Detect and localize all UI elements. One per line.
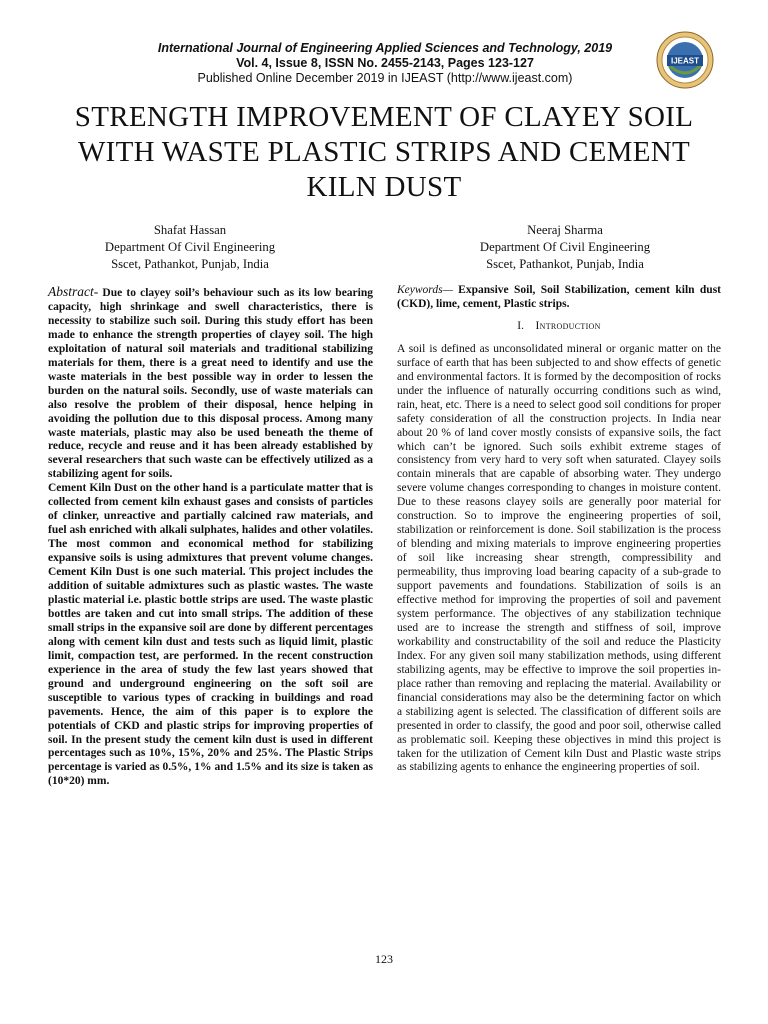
abstract-paragraph-1 <box>48 285 373 482</box>
author-name: Shafat Hassan <box>153 223 227 237</box>
logo-text: IJEAST <box>670 56 700 66</box>
left-column <box>48 285 373 789</box>
ijeast-logo <box>656 31 714 89</box>
introduction-paragraph: A soil is defined as unconsolidated mineral or organic matter on the surface of earth that has been subjected to and show effects of genetic and environmental factors. It is formed by the decomposition of rocks under the influence of naturally occurring conditions such as wind, rain, heat, etc. There is a need to select good soil conditions for proper safety consideration of all the construction projects. In India near about 20 % of land cover mostly consists of expansive soils, the fact which can’t be ignored. Such soils exhibit extreme stages of consistency from very hard to very soft when saturated. Clayey soils contain minerals that are capable of absorbing water. They undergo severe volume changes corresponding to changes in moisture content. Due to these reasons clayey soils are generally poor material for construction. So to improve the engineering properties of soil, stabilization or reinforcement is done. Soil stabilization is the process of blending and mixing materials to improve engineering properties of soil like increasing shear strength, compressibility and permeability, thus improving load bearing capacity of a sub-grade to support pavements and foundations. Stabilization of soils is an effective method for improving the properties of soil and pavement system performance. The objectives of any stabilization technique used are to increase the strength and stiffness of soil, improve workability and constructability of the soil and reduce the Plasticity Index. For any given soil many stabilization methods, using different stabilizing agents, may be effective to improve the soil properties in-place rather than removing and replacing the material. Availability or financial considerations may also be the determining factor on which a stabilizing agent is selected. The classification of different soils are presented in order to classify, the good and poor soil, otherwise called as problematic soil. Keeping these objectives in mind this project is taken for the utilization of Cement kiln Dust and Plastic waste strips as stabilizing agents to enhance the engineering properties of soil. <box>397 342 721 774</box>
title-line-3: KILN DUST <box>306 171 462 203</box>
paper-title <box>40 100 728 205</box>
journal-name: International Journal of Engineering Applied Sciences and Technology, 2019 <box>157 41 613 55</box>
journal-volume: Vol. 4, Issue 8, ISSN No. 2455-2143, Pages 123-127 <box>236 56 534 70</box>
author-affiliation: Sscet, Pathankot, Punjab, India <box>486 257 644 271</box>
keywords-text: Expansive Soil, Soil Stabilization, cement kiln dust (CKD), lime, cement, Plastic strips. <box>397 284 721 310</box>
page-number: 123 <box>375 952 393 966</box>
author-department: Department Of Civil Engineering <box>479 240 651 254</box>
keywords-heading: Keywords— <box>397 284 453 296</box>
journal-published: Published Online December 2019 in IJEAST (http://www.ijeast.com) <box>197 71 573 85</box>
keywords-paragraph <box>397 284 721 312</box>
abstract-heading: Abstract- <box>48 284 99 299</box>
abstract-text-1: Due to clayey soil’s behaviour such as its low bearing capacity, high shrinkage and swell characteristics, there is necessity to stabilize such soil. During this study effort has been made to enhance the strength properties of clayey soil. The high exploitation of natural soil materials and traditional stabilizing materials for them, there is a great need to identify and use the waste materials in the best possible way in order to lessen the burden on the natural soils. Secondly, use of waste materials can also resolve the problem of their disposal, hence helping in avoiding the pollution due to this disposal process. Among many waste materials, plastic may also be used beneath the theme of reduce, recycle and reuse and it has been already established by several researchers that such waste can be effectively utilized as a stabilizing agent for soils. <box>48 287 373 481</box>
title-line-2: WITH WASTE PLASTIC STRIPS AND CEMENT <box>77 136 691 168</box>
author-name: Neeraj Sharma <box>527 223 603 237</box>
section-heading-introduction <box>397 320 721 334</box>
author-block-1 <box>50 222 330 273</box>
author-department: Department Of Civil Engineering <box>104 240 276 254</box>
right-column <box>397 284 721 775</box>
abstract-paragraph-2: Cement Kiln Dust on the other hand is a particulate matter that is collected from cement kiln exhaust gases and consists of particles of clinker, unreactive and partially calcined raw materials, and fuel ash enriched with alkali sulphates, halides and other volatiles. The most common and economical method for stabilizing expansive soils is using admixtures that prevent volume changes. Cement Kiln Dust is one such material. This project includes the addition of suitable admixtures such as plastic wastes. The waste plastic material i.e. plastic bottle strips are used. The waste plastic bottles are taken and cut into small strips. The addition of these small strips in the expansive soil are done by different percentages along with cement kiln dust and tests such as liquid limit, plastic limit, compaction test, are performed. In the recent construction experience in the area of study the few last years showed that ground and underground engineering on the soft soil are susceptible to various types of cracking in buildings and road pavements. Hence, the aim of this paper is to explore the potentials of CKD and plastic strips for improving properties of soil. In the present study the cement kiln dust is used in different percentages such as 10%, 15%, 20% and 25%. The Plastic Strips percentage is varied as 0.5%, 1% and 1.5% and its size is taken as (10*20) mm. <box>48 482 373 788</box>
title-line-1: STRENGTH IMPROVEMENT OF CLAYEY SOIL <box>74 101 694 133</box>
section-title: Introduction <box>535 319 601 332</box>
author-block-2 <box>425 222 705 273</box>
author-affiliation: Sscet, Pathankot, Punjab, India <box>111 257 269 271</box>
section-number: I. <box>517 319 524 332</box>
